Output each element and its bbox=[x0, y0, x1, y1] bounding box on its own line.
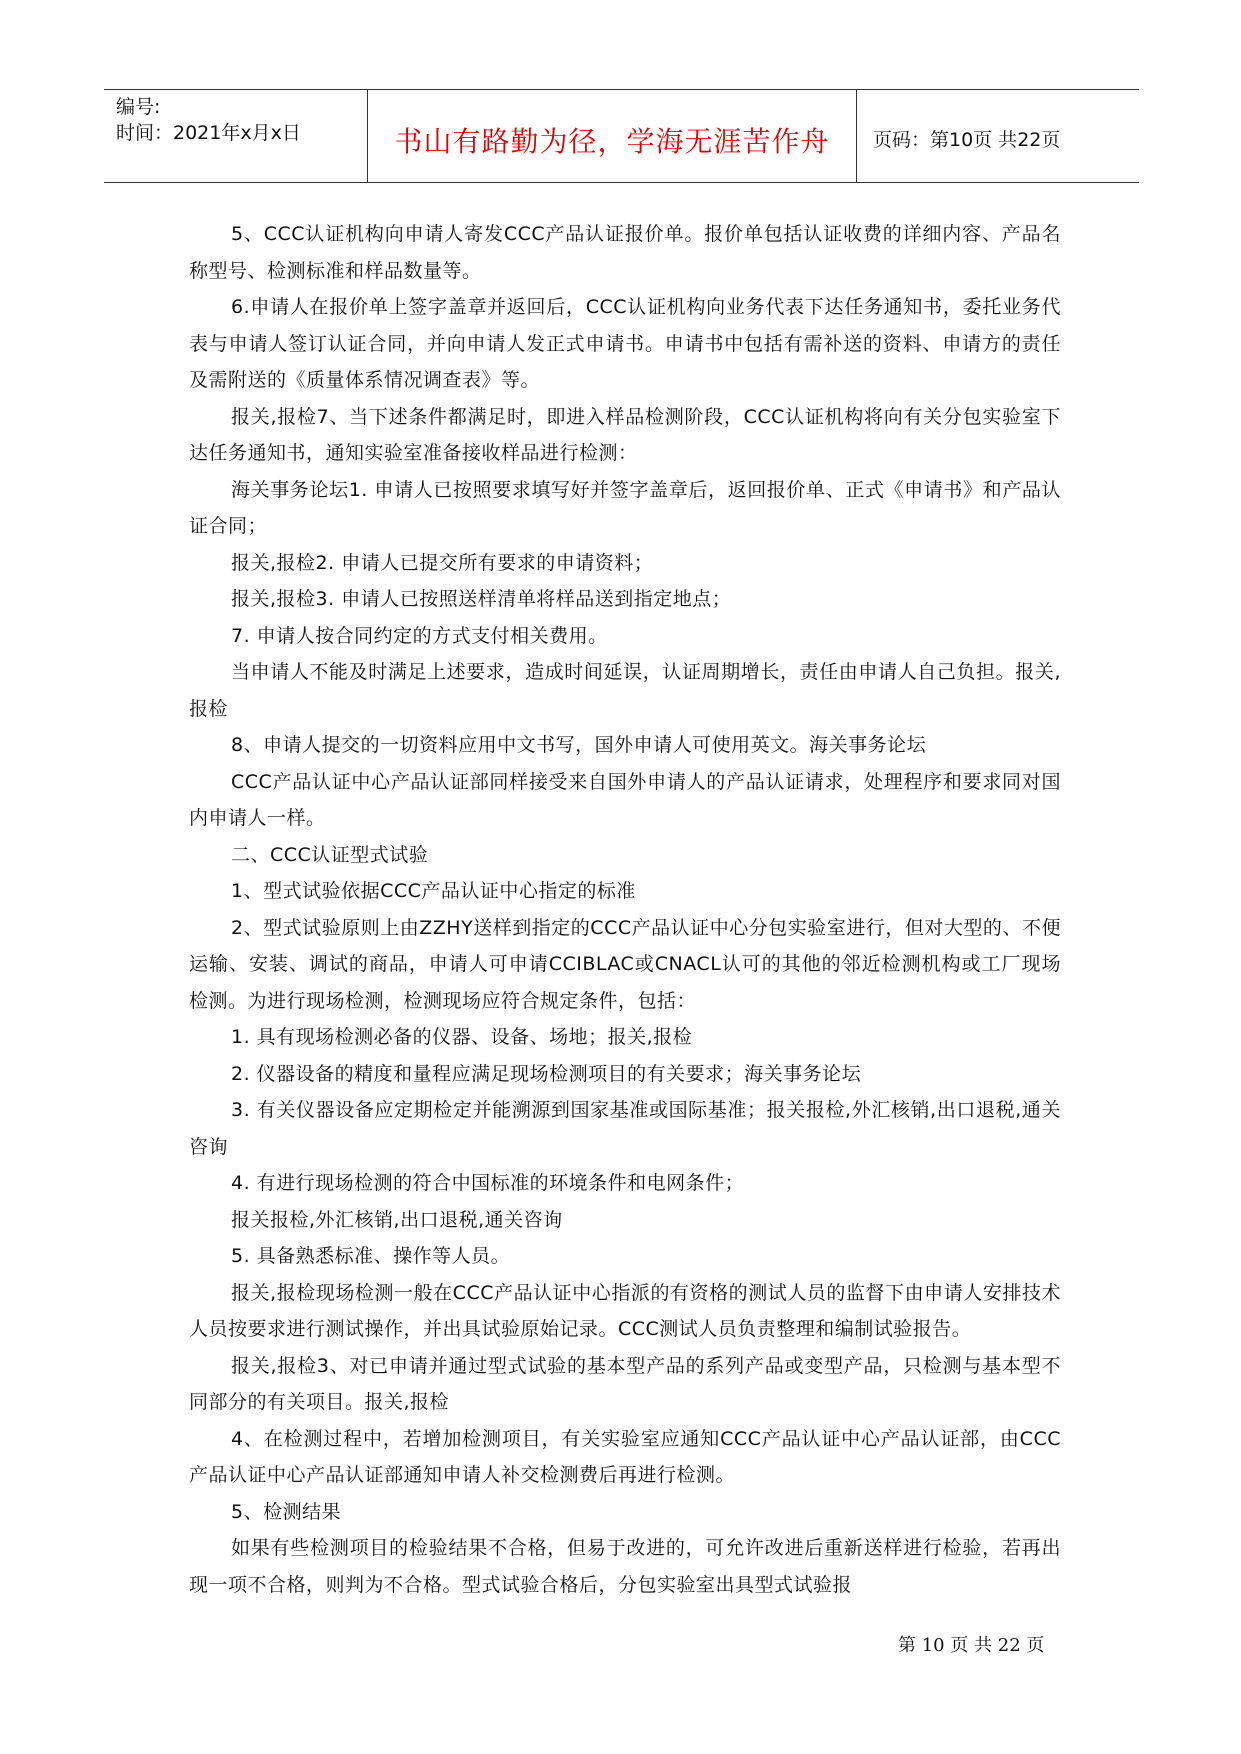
paragraph: 1. 具有现场检测必备的仪器、设备、场地；报关,报检 bbox=[231, 1026, 693, 1048]
document-number-label: 编号: bbox=[116, 96, 161, 118]
paragraph: 报关报检,外汇核销,出口退税,通关咨询 bbox=[231, 1208, 563, 1231]
page-footer: 第 10 页 共 22 页 bbox=[898, 1635, 1045, 1656]
header-middle-cell bbox=[368, 90, 857, 182]
paragraph: 如果有些检测项目的检验结果不合格，但易于改进的，可允许改进后重新送样进行检验，若再出现一项不合格，则判为不合格。型式试验合格后，分包实验室出具型式试验报 bbox=[189, 1537, 1061, 1596]
paragraph: 8、申请人提交的一切资料应用中文书写，国外申请人可使用英文。海关事务论坛 bbox=[231, 734, 927, 756]
paragraph: 报关,报检现场检测一般在CCC产品认证中心指派的有资格的测试人员的监督下由申请人安排技术人员按要求进行测试操作，并出具试验原始记录。CCC测试人员负责整理和编制试验报告。 bbox=[189, 1281, 1061, 1340]
paragraph: 报关,报检3、对已申请并通过型式试验的基本型产品的系列产品或变型产品，只检测与基本型不同部分的有关项目。报关,报检 bbox=[189, 1354, 1061, 1413]
paragraph: 5、CCC认证机构向申请人寄发CCC产品认证报价单。报价单包括认证收费的详细内容、产品名称型号、检测标准和样品数量等。 bbox=[189, 223, 1061, 282]
paragraph: CCC产品认证中心产品认证部同样接受来自国外申请人的产品认证请求，处理程序和要求同对国内申请人一样。 bbox=[189, 770, 1061, 829]
paragraph: 5. 具备熟悉标准、操作等人员。 bbox=[231, 1245, 511, 1267]
header-right-cell bbox=[857, 90, 1139, 182]
paragraph: 报关,报检3. 申请人已按照送样清单将样品送到指定地点； bbox=[231, 588, 732, 610]
paragraph: 2、型式试验原则上由ZZHY送样到指定的CCC产品认证中心分包实验室进行，但对大型的、不便运输、安装、调试的商品，申请人可申请CCIBLAC或CNACL认可的其他的邻近检测机构或工厂现场检测。为进行现场检测，检测现场应符合规定条件，包括： bbox=[189, 916, 1061, 1012]
paragraph: 报关,报检2. 申请人已提交所有要求的申请资料； bbox=[231, 551, 654, 574]
paragraph: 2. 仪器设备的精度和量程应满足现场检测项目的有关要求；海关事务论坛 bbox=[231, 1062, 862, 1085]
paragraph: 报关,报检7、当下述条件都满足时，即进入样品检测阶段，CCC认证机构将向有关分包实验室下达任务通知书，通知实验室准备接收样品进行检测： bbox=[189, 405, 1061, 464]
header-page-info: 页码：第10页 共22页 bbox=[873, 129, 1061, 151]
paragraph: 4. 有进行现场检测的符合中国标准的环境条件和电网条件； bbox=[231, 1172, 745, 1194]
paragraph: 6.申请人在报价单上签字盖章并返回后，CCC认证机构向业务代表下达任务通知书，委托业务代表与申请人签订认证合同，并向申请人发正式申请书。申请书中包括有需补送的资料、申请方的责任及需附送的《质量体系情况调查表》等。 bbox=[189, 296, 1061, 391]
document-date: 时间：2021年x月x日 bbox=[116, 122, 301, 144]
paragraph: 4、在检测过程中，若增加检测项目，有关实验室应通知CCC产品认证中心产品认证部，由CCC产品认证中心产品认证部通知申请人补交检测费后再进行检测。 bbox=[189, 1427, 1061, 1486]
paragraph: 7. 申请人按合同约定的方式支付相关费用。 bbox=[231, 624, 608, 647]
paragraph: 1、型式试验依据CCC产品认证中心指定的标准 bbox=[231, 880, 636, 902]
section-heading: 二、CCC认证型式试验 bbox=[231, 843, 429, 866]
paragraph: 3. 有关仪器设备应定期检定并能溯源到国家基准或国际基准；报关报检,外汇核销,出口退税,通关咨询 bbox=[189, 1099, 1061, 1158]
header-motto: 书山有路勤为径，学海无涯苦作舟 bbox=[394, 125, 830, 158]
document-header bbox=[104, 89, 1139, 183]
paragraph: 海关事务论坛1. 申请人已按照要求填写好并签字盖章后，返回报价单、正式《申请书》和产品认证合同； bbox=[189, 478, 1061, 537]
paragraph: 当申请人不能及时满足上述要求，造成时间延误，认证周期增长，责任由申请人自己负担。报关,报检 bbox=[189, 661, 1061, 720]
paragraph: 5、检测结果 bbox=[231, 1500, 342, 1523]
header-left-cell bbox=[104, 90, 368, 182]
document-body bbox=[189, 216, 1061, 1603]
